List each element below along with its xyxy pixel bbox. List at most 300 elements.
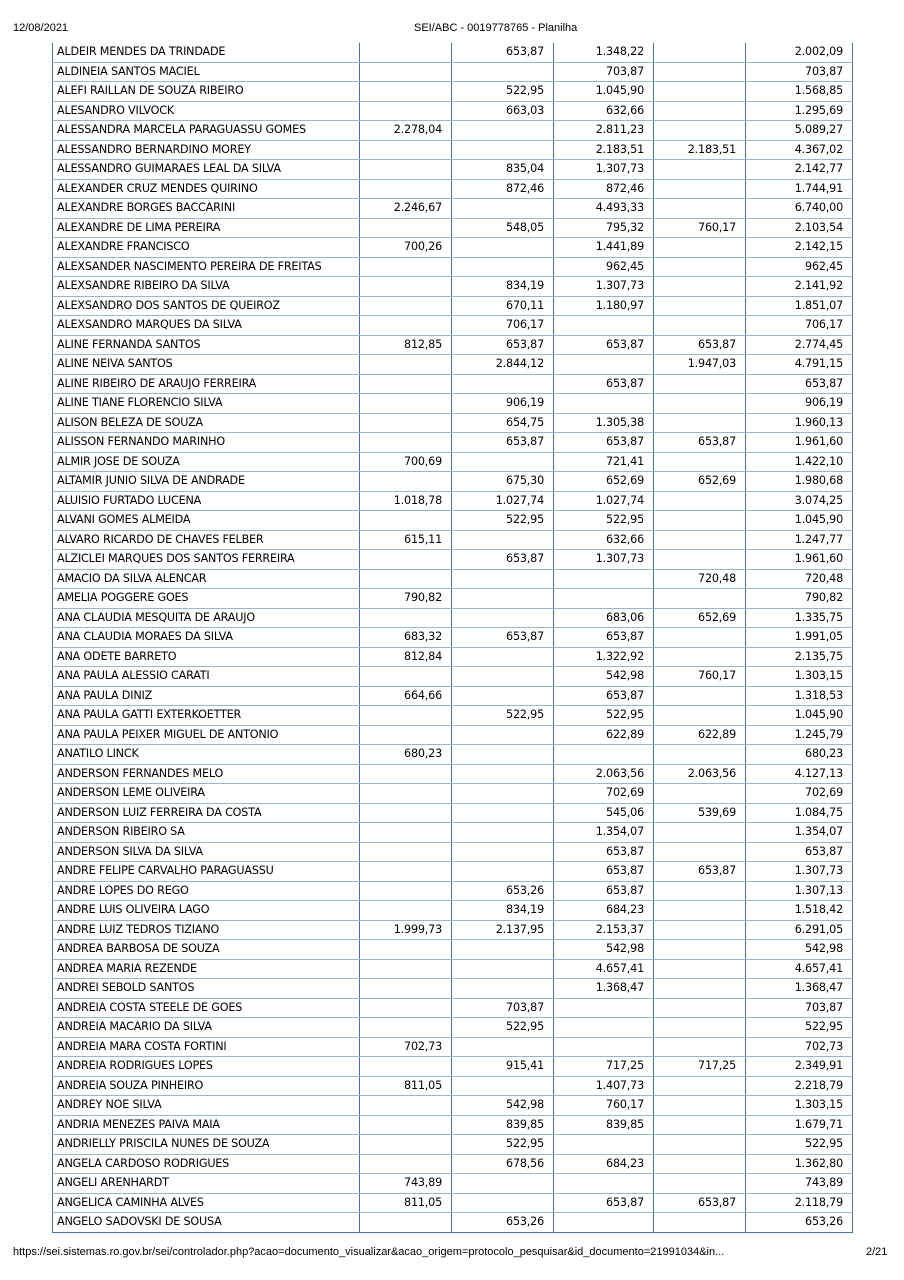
value-cell: 653,26: [452, 1213, 554, 1233]
total-cell: 962,45: [746, 257, 853, 277]
value-cell: [360, 784, 452, 804]
value-cell: [554, 569, 654, 589]
value-cell: 622,89: [654, 725, 746, 745]
value-cell: [554, 1174, 654, 1194]
employee-name-cell: ALINE FERNANDA SANTOS: [53, 335, 360, 355]
value-cell: 702,73: [360, 1037, 452, 1057]
employee-name-cell: ANA ODETE BARRETO: [53, 647, 360, 667]
table-row: [53, 1193, 853, 1213]
table-row: [53, 335, 853, 355]
value-cell: [360, 1115, 452, 1135]
employee-name-cell: ANDREI SEBOLD SANTOS: [53, 979, 360, 999]
value-cell: 632,66: [554, 530, 654, 550]
employee-name-cell: ANGELI ARENHARDT: [53, 1174, 360, 1194]
table-row: [53, 62, 853, 82]
total-cell: 1.362,80: [746, 1154, 853, 1174]
total-cell: 4.657,41: [746, 959, 853, 979]
value-cell: [452, 745, 554, 765]
total-cell: 522,95: [746, 1135, 853, 1155]
total-cell: 1.045,90: [746, 706, 853, 726]
value-cell: [360, 959, 452, 979]
value-cell: [452, 121, 554, 141]
value-cell: 652,69: [654, 608, 746, 628]
value-cell: [654, 1135, 746, 1155]
value-cell: 664,66: [360, 686, 452, 706]
value-cell: [654, 491, 746, 511]
value-cell: [654, 101, 746, 121]
table-row: [53, 628, 853, 648]
employee-name-cell: ANA PAULA DINIZ: [53, 686, 360, 706]
value-cell: [452, 257, 554, 277]
table-row: [53, 569, 853, 589]
value-cell: [360, 940, 452, 960]
value-cell: [654, 257, 746, 277]
total-cell: 743,89: [746, 1174, 853, 1194]
value-cell: [452, 823, 554, 843]
value-cell: 683,32: [360, 628, 452, 648]
table-row: [53, 959, 853, 979]
table-row: [53, 218, 853, 238]
value-cell: [654, 121, 746, 141]
table-row: [53, 725, 853, 745]
value-cell: [654, 1096, 746, 1116]
value-cell: 4.657,41: [554, 959, 654, 979]
value-cell: [654, 511, 746, 531]
table-row: [53, 803, 853, 823]
value-cell: [554, 998, 654, 1018]
table-row: [53, 199, 853, 219]
value-cell: 539,69: [654, 803, 746, 823]
value-cell: [452, 199, 554, 219]
table-row: [53, 296, 853, 316]
value-cell: [654, 43, 746, 62]
table-row: [53, 1135, 853, 1155]
value-cell: [654, 628, 746, 648]
value-cell: [654, 1213, 746, 1233]
page-number: 2/21: [866, 1246, 888, 1258]
total-cell: 4.127,13: [746, 764, 853, 784]
value-cell: 653,87: [452, 628, 554, 648]
value-cell: [654, 1018, 746, 1038]
total-cell: 4.367,02: [746, 140, 853, 160]
value-cell: [452, 1174, 554, 1194]
employee-name-cell: ANDREA BARBOSA DE SOUZA: [53, 940, 360, 960]
table-row: [53, 550, 853, 570]
employee-name-cell: ANDREIA RODRIGUES LOPES: [53, 1057, 360, 1077]
value-cell: [554, 355, 654, 375]
employee-name-cell: ANA PAULA ALESSIO CARATI: [53, 667, 360, 687]
employee-name-cell: ANDRE LUIZ TEDROS TIZIANO: [53, 920, 360, 940]
employee-name-cell: ANA CLAUDIA MESQUITA DE ARAUJO: [53, 608, 360, 628]
value-cell: 663,03: [452, 101, 554, 121]
value-cell: 653,87: [654, 433, 746, 453]
value-cell: 915,41: [452, 1057, 554, 1077]
total-cell: 906,19: [746, 394, 853, 414]
value-cell: 760,17: [554, 1096, 654, 1116]
value-cell: 683,06: [554, 608, 654, 628]
value-cell: 653,87: [554, 374, 654, 394]
table-row: [53, 452, 853, 472]
value-cell: [452, 530, 554, 550]
total-cell: 1.335,75: [746, 608, 853, 628]
value-cell: 1.348,22: [554, 43, 654, 62]
value-cell: 1.441,89: [554, 238, 654, 258]
value-cell: 962,45: [554, 257, 654, 277]
value-cell: [360, 140, 452, 160]
value-cell: [360, 355, 452, 375]
value-cell: [654, 959, 746, 979]
value-cell: [360, 1135, 452, 1155]
value-cell: [452, 764, 554, 784]
table-row: [53, 979, 853, 999]
table-row: [53, 608, 853, 628]
value-cell: 678,56: [452, 1154, 554, 1174]
table-row: [53, 530, 853, 550]
value-cell: [360, 706, 452, 726]
value-cell: 720,48: [654, 569, 746, 589]
employee-name-cell: ALTAMIR JUNIO SILVA DE ANDRADE: [53, 472, 360, 492]
value-cell: [654, 647, 746, 667]
value-cell: 652,69: [654, 472, 746, 492]
value-cell: 835,04: [452, 160, 554, 180]
employee-name-cell: ALEXANDRE DE LIMA PEREIRA: [53, 218, 360, 238]
value-cell: 703,87: [452, 998, 554, 1018]
total-cell: 1.045,90: [746, 511, 853, 531]
value-cell: [360, 179, 452, 199]
value-cell: 653,87: [554, 881, 654, 901]
value-cell: 670,11: [452, 296, 554, 316]
value-cell: 653,87: [554, 862, 654, 882]
total-cell: 1.354,07: [746, 823, 853, 843]
total-cell: 2.141,92: [746, 277, 853, 297]
total-cell: 790,82: [746, 589, 853, 609]
value-cell: [654, 374, 746, 394]
value-cell: [360, 667, 452, 687]
value-cell: 1.322,92: [554, 647, 654, 667]
value-cell: [654, 1076, 746, 1096]
value-cell: 632,66: [554, 101, 654, 121]
value-cell: 653,87: [452, 335, 554, 355]
total-cell: 2.774,45: [746, 335, 853, 355]
value-cell: 743,89: [360, 1174, 452, 1194]
total-cell: 1.422,10: [746, 452, 853, 472]
employee-name-cell: ANDREIA MACARIO DA SILVA: [53, 1018, 360, 1038]
table-row: [53, 920, 853, 940]
total-cell: 6.291,05: [746, 920, 853, 940]
value-cell: [360, 413, 452, 433]
total-cell: 680,23: [746, 745, 853, 765]
value-cell: [360, 160, 452, 180]
value-cell: 760,17: [654, 667, 746, 687]
table-row: [53, 355, 853, 375]
total-cell: 1.303,15: [746, 667, 853, 687]
value-cell: 834,19: [452, 901, 554, 921]
value-cell: 2.137,95: [452, 920, 554, 940]
total-cell: 1.295,69: [746, 101, 853, 121]
employee-name-cell: ALEXANDRE FRANCISCO: [53, 238, 360, 258]
value-cell: [360, 1018, 452, 1038]
value-cell: 680,23: [360, 745, 452, 765]
total-cell: 1.961,60: [746, 433, 853, 453]
total-cell: 2.135,75: [746, 647, 853, 667]
value-cell: [360, 1057, 452, 1077]
employee-name-cell: ALESANDRO VILVOCK: [53, 101, 360, 121]
employee-name-cell: ANDERSON LUIZ FERREIRA DA COSTA: [53, 803, 360, 823]
total-cell: 1.318,53: [746, 686, 853, 706]
table-row: [53, 472, 853, 492]
value-cell: 4.493,33: [554, 199, 654, 219]
value-cell: 653,87: [654, 335, 746, 355]
total-cell: 1.307,73: [746, 862, 853, 882]
value-cell: 1.018,78: [360, 491, 452, 511]
value-cell: [654, 277, 746, 297]
value-cell: [360, 803, 452, 823]
value-cell: [360, 43, 452, 62]
value-cell: [360, 101, 452, 121]
value-cell: 1.999,73: [360, 920, 452, 940]
value-cell: [654, 394, 746, 414]
employee-name-cell: ANDRIA MENEZES PAIVA MAIA: [53, 1115, 360, 1135]
employee-name-cell: ANDREIA SOUZA PINHEIRO: [53, 1076, 360, 1096]
value-cell: [360, 296, 452, 316]
value-cell: 795,32: [554, 218, 654, 238]
table-row: [53, 745, 853, 765]
employee-name-cell: ALEXSANDRO MARQUES DA SILVA: [53, 316, 360, 336]
value-cell: [360, 374, 452, 394]
table-row: [53, 179, 853, 199]
value-cell: [452, 784, 554, 804]
value-cell: 548,05: [452, 218, 554, 238]
print-date: 12/08/2021: [13, 22, 69, 34]
employee-name-cell: ANDREA MARIA REZENDE: [53, 959, 360, 979]
employee-name-cell: ALESSANDRO BERNARDINO MOREY: [53, 140, 360, 160]
employee-name-cell: ALEXSANDRE RIBEIRO DA SILVA: [53, 277, 360, 297]
employee-name-cell: ALDEIR MENDES DA TRINDADE: [53, 43, 360, 62]
table-row: [53, 82, 853, 102]
total-cell: 702,73: [746, 1037, 853, 1057]
value-cell: 790,82: [360, 589, 452, 609]
total-cell: 702,69: [746, 784, 853, 804]
value-cell: 2.246,67: [360, 199, 452, 219]
table-row: [53, 160, 853, 180]
value-cell: [452, 62, 554, 82]
table-row: [53, 1057, 853, 1077]
value-cell: 653,87: [554, 686, 654, 706]
table-row: [53, 140, 853, 160]
value-cell: [654, 62, 746, 82]
employee-name-cell: ANDERSON RIBEIRO SA: [53, 823, 360, 843]
employee-name-cell: ALMIR JOSE DE SOUZA: [53, 452, 360, 472]
value-cell: 706,17: [452, 316, 554, 336]
total-cell: 2.142,15: [746, 238, 853, 258]
value-cell: [452, 725, 554, 745]
employee-name-cell: ALEXSANDRO DOS SANTOS DE QUEIROZ: [53, 296, 360, 316]
table-row: [53, 491, 853, 511]
value-cell: [360, 979, 452, 999]
value-cell: [360, 472, 452, 492]
table-row: [53, 43, 853, 62]
employee-name-cell: ALUISIO FURTADO LUCENA: [53, 491, 360, 511]
value-cell: [360, 316, 452, 336]
page-url: https://sei.sistemas.ro.gov.br/sei/controlador.php?acao=documento_visualizar&acao_origem=protocolo_pesquisar&id_documento=21991034&in...: [13, 1246, 725, 1258]
total-cell: 4.791,15: [746, 355, 853, 375]
total-cell: 2.218,79: [746, 1076, 853, 1096]
value-cell: 721,41: [554, 452, 654, 472]
table-body: [53, 43, 853, 1232]
value-cell: [360, 823, 452, 843]
employee-name-cell: ANA PAULA PEIXER MIGUEL DE ANTONIO: [53, 725, 360, 745]
value-cell: 1.947,03: [654, 355, 746, 375]
employee-name-cell: ALVARO RICARDO DE CHAVES FELBER: [53, 530, 360, 550]
table-row: [53, 764, 853, 784]
total-cell: 2.002,09: [746, 43, 853, 62]
value-cell: [360, 62, 452, 82]
value-cell: 522,95: [452, 706, 554, 726]
employee-name-cell: ALESSANDRA MARCELA PARAGUASSU GOMES: [53, 121, 360, 141]
table-row: [53, 647, 853, 667]
employee-name-cell: ANDRIELLY PRISCILA NUNES DE SOUZA: [53, 1135, 360, 1155]
employee-name-cell: ANDREIA MARA COSTA FORTINI: [53, 1037, 360, 1057]
value-cell: 684,23: [554, 901, 654, 921]
value-cell: [360, 842, 452, 862]
table-row: [53, 511, 853, 531]
table-row: [53, 1018, 853, 1038]
value-cell: 2.063,56: [654, 764, 746, 784]
value-cell: [554, 316, 654, 336]
value-cell: [654, 745, 746, 765]
value-cell: 2.278,04: [360, 121, 452, 141]
value-cell: [554, 394, 654, 414]
value-cell: [452, 803, 554, 823]
value-cell: [654, 1115, 746, 1135]
total-cell: 2.142,77: [746, 160, 853, 180]
value-cell: [654, 1037, 746, 1057]
table-row: [53, 121, 853, 141]
employee-name-cell: ALISSON FERNANDO MARINHO: [53, 433, 360, 453]
value-cell: 542,98: [452, 1096, 554, 1116]
value-cell: [360, 433, 452, 453]
total-cell: 1.368,47: [746, 979, 853, 999]
value-cell: 1.045,90: [554, 82, 654, 102]
value-cell: [452, 1193, 554, 1213]
employee-name-cell: ANA CLAUDIA MORAES DA SILVA: [53, 628, 360, 648]
value-cell: [554, 589, 654, 609]
value-cell: 872,46: [452, 179, 554, 199]
value-cell: 1.368,47: [554, 979, 654, 999]
value-cell: 834,19: [452, 277, 554, 297]
value-cell: [654, 179, 746, 199]
value-cell: [360, 764, 452, 784]
value-cell: 522,95: [452, 511, 554, 531]
total-cell: 1.744,91: [746, 179, 853, 199]
employee-name-cell: ALEXANDRE BORGES BACCARINI: [53, 199, 360, 219]
table-row: [53, 686, 853, 706]
table-row: [53, 1154, 853, 1174]
total-cell: 653,26: [746, 1213, 853, 1233]
total-cell: 653,87: [746, 374, 853, 394]
value-cell: [360, 511, 452, 531]
value-cell: [654, 160, 746, 180]
value-cell: [452, 686, 554, 706]
value-cell: [452, 940, 554, 960]
value-cell: [452, 1076, 554, 1096]
value-cell: [360, 862, 452, 882]
value-cell: 2.063,56: [554, 764, 654, 784]
value-cell: [452, 959, 554, 979]
value-cell: 653,87: [554, 335, 654, 355]
employee-name-cell: ANGELA CARDOSO RODRIGUES: [53, 1154, 360, 1174]
value-cell: [554, 1135, 654, 1155]
value-cell: [654, 1154, 746, 1174]
value-cell: [360, 1154, 452, 1174]
total-cell: 1.960,13: [746, 413, 853, 433]
value-cell: 522,95: [452, 1018, 554, 1038]
table-row: [53, 998, 853, 1018]
value-cell: [360, 901, 452, 921]
total-cell: 3.074,25: [746, 491, 853, 511]
value-cell: [654, 706, 746, 726]
total-cell: 2.118,79: [746, 1193, 853, 1213]
table-row: [53, 1213, 853, 1233]
total-cell: 1.991,05: [746, 628, 853, 648]
value-cell: 811,05: [360, 1193, 452, 1213]
total-cell: 2.103,54: [746, 218, 853, 238]
value-cell: [654, 550, 746, 570]
value-cell: [654, 530, 746, 550]
value-cell: [654, 998, 746, 1018]
value-cell: [360, 218, 452, 238]
value-cell: [554, 1018, 654, 1038]
value-cell: 1.307,73: [554, 550, 654, 570]
value-cell: 653,87: [554, 842, 654, 862]
value-cell: 522,95: [452, 1135, 554, 1155]
value-cell: [654, 686, 746, 706]
value-cell: 653,87: [554, 1193, 654, 1213]
table-row: [53, 1115, 853, 1135]
value-cell: [654, 1174, 746, 1194]
total-cell: 653,87: [746, 842, 853, 862]
value-cell: [654, 413, 746, 433]
value-cell: 700,69: [360, 452, 452, 472]
value-cell: 653,87: [654, 862, 746, 882]
value-cell: [654, 881, 746, 901]
value-cell: 615,11: [360, 530, 452, 550]
value-cell: [360, 1096, 452, 1116]
table-row: [53, 862, 853, 882]
total-cell: 1.303,15: [746, 1096, 853, 1116]
employee-name-cell: ANDRE FELIPE CARVALHO PARAGUASSU: [53, 862, 360, 882]
total-cell: 1.084,75: [746, 803, 853, 823]
value-cell: [654, 452, 746, 472]
value-cell: 2.183,51: [554, 140, 654, 160]
value-cell: [360, 1213, 452, 1233]
table-row: [53, 1174, 853, 1194]
total-cell: 1.679,71: [746, 1115, 853, 1135]
value-cell: 2.153,37: [554, 920, 654, 940]
value-cell: [554, 1037, 654, 1057]
value-cell: 1.307,73: [554, 160, 654, 180]
print-header: [0, 22, 904, 36]
value-cell: 700,26: [360, 238, 452, 258]
employee-name-cell: ANA PAULA GATTI EXTERKOETTER: [53, 706, 360, 726]
value-cell: [360, 608, 452, 628]
value-cell: [452, 238, 554, 258]
value-cell: [654, 589, 746, 609]
table-row: [53, 901, 853, 921]
value-cell: 654,75: [452, 413, 554, 433]
value-cell: 653,87: [554, 628, 654, 648]
value-cell: [452, 374, 554, 394]
